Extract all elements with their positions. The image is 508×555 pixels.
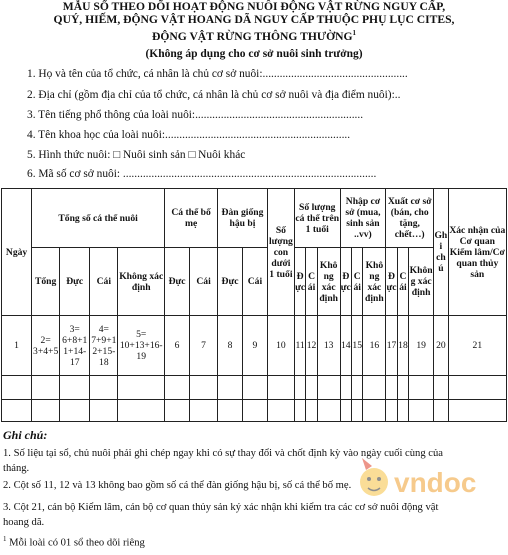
- header-confirmation: Xác nhận của Cơ quan Kiểm lâm/Cơ quan thủy sản: [448, 189, 506, 316]
- header-total-individuals: Tổng số cá thể nuôi: [32, 189, 165, 248]
- header-parents: Cá thể bố mẹ: [165, 189, 218, 248]
- header-parents-male: Đực: [165, 248, 190, 316]
- header-import: Nhập cơ sở (mua, sinh sản ..vv): [340, 189, 386, 248]
- index-cell: 14: [340, 316, 351, 376]
- index-cell: 19: [409, 316, 434, 376]
- tracking-table: [1, 188, 507, 422]
- vndoc-watermark-logo: [352, 452, 502, 522]
- field-address: 2. Địa chỉ (gồm địa chỉ của tổ chức, cá nhân là chủ cơ sở nuôi và địa điểm nuôi):..: [27, 89, 401, 101]
- field-owner-name: 1. Họ và tên của tổ chức, cá nhân là chủ cơ sở nuôi:...................................................: [27, 68, 408, 80]
- index-cell: 7: [190, 316, 218, 376]
- table-row-empty: [2, 376, 507, 400]
- field-breeding-type: 5. Hình thức nuôi: □ Nuôi sinh sản □ Nuôi khác: [27, 149, 246, 161]
- index-cell: 17: [386, 316, 397, 376]
- header-stock-female: Cái: [242, 248, 267, 316]
- note-item: 2. Cột số 11, 12 và 13 không bao gồm số cá thể đàn giống hậu bị, số cá thể bố mẹ.: [3, 480, 352, 491]
- header-female: Cái: [90, 248, 118, 316]
- header-over1-female: Cái: [306, 248, 317, 316]
- index-cell: 20: [434, 316, 449, 376]
- header-male: Đực: [60, 248, 90, 316]
- title-footnote-mark: 1: [352, 28, 357, 37]
- header-date: Ngày: [2, 189, 32, 316]
- index-cell: 6: [165, 316, 190, 376]
- svg-text:vndoc: vndoc: [394, 467, 477, 498]
- index-cell: 21: [448, 316, 506, 376]
- index-cell: 12: [306, 316, 317, 376]
- header-undetermined: Không xác định: [118, 248, 165, 316]
- index-cell: 8: [218, 316, 243, 376]
- index-cell: 9: [242, 316, 267, 376]
- note-item: 1. Số liệu tại sổ, chủ nuôi phải ghi chép ngay khi có sự thay đổi và chốt định kỳ vào ngày cuối cùng của tháng.: [3, 448, 443, 474]
- index-cell: 15: [352, 316, 363, 376]
- index-cell: 11: [294, 316, 305, 376]
- field-common-name: 3. Tên tiếng phổ thông của loài nuôi:...........................................................: [27, 109, 364, 121]
- header-import-undetermined: Không xác định: [363, 248, 386, 316]
- note-item: 3. Cột 21, cán bộ Kiểm lâm, cán bộ cơ quan thủy sản ký xác nhận khi kiểm tra các cơ sở nuôi động vật hoang dã.: [3, 502, 439, 528]
- index-cell: 2= 3+4+5: [32, 316, 60, 376]
- header-under-1-year: Số lượng con dưới 1 tuổi: [267, 189, 294, 316]
- index-cell: 5= 10+13+16-19: [118, 316, 165, 376]
- header-stock-male: Đực: [218, 248, 243, 316]
- index-cell: 10: [267, 316, 294, 376]
- index-cell: 16: [363, 316, 386, 376]
- index-cell: 3= 6+8+11+14-17: [60, 316, 90, 376]
- field-scientific-name: 4. Tên khoa học của loài nuôi:.................................................................: [27, 129, 351, 141]
- field-facility-code: 6. Mã số cơ sở nuôi: .........................................................................................: [27, 168, 377, 180]
- header-export: Xuất cơ sở (bán, cho tặng, chết…): [386, 189, 434, 248]
- table-row: [2, 316, 507, 376]
- header-export-undetermined: Không xác định: [409, 248, 434, 316]
- title-line-1: MẪU SỔ THEO DÕI HOẠT ĐỘNG NUÔI ĐỘNG VẬT RỪNG NGUY CẤP,: [62, 0, 446, 13]
- header-breeding-stock: Đàn giống hậu bị: [218, 189, 268, 248]
- header-export-male: Đực: [386, 248, 397, 316]
- title-line-3: ĐỘNG VẬT RỪNG THÔNG THƯỜNG$^1$: [151, 28, 357, 43]
- header-over1-male: Đực: [294, 248, 305, 316]
- header-import-male: Đực: [340, 248, 351, 316]
- header-import-female: Cái: [352, 248, 363, 316]
- header-over-1-year: Số lượng cá thể trên 1 tuổi: [294, 189, 340, 248]
- footnote: $^1$ Mỗi loài có 01 sổ theo dõi riêng: [3, 535, 145, 549]
- header-notes: Ghi chú: [434, 189, 449, 316]
- index-cell: 13: [317, 316, 340, 376]
- document-title: [10, 0, 498, 43]
- header-over1-undetermined: Không xác định: [317, 248, 340, 316]
- index-cell: 1: [2, 316, 32, 376]
- document-subtitle: (Không áp dụng cho cơ sở nuôi sinh trưởng): [145, 48, 363, 60]
- index-cell: 4= 7+9+12+15-18: [90, 316, 118, 376]
- notes-title: Ghi chú:: [3, 428, 48, 442]
- header-export-female: Cái: [397, 248, 408, 316]
- header-total: Tổng: [32, 248, 60, 316]
- index-cell: 18: [397, 316, 408, 376]
- header-parents-female: Cái: [190, 248, 218, 316]
- table-row-empty: [2, 400, 507, 422]
- footnote-mark: 1: [3, 535, 7, 543]
- title-line-2: QUÝ, HIẾM, ĐỘNG VẬT HOANG DÃ NGUY CẤP THUỘC PHỤ LỤC CITES,: [53, 13, 455, 27]
